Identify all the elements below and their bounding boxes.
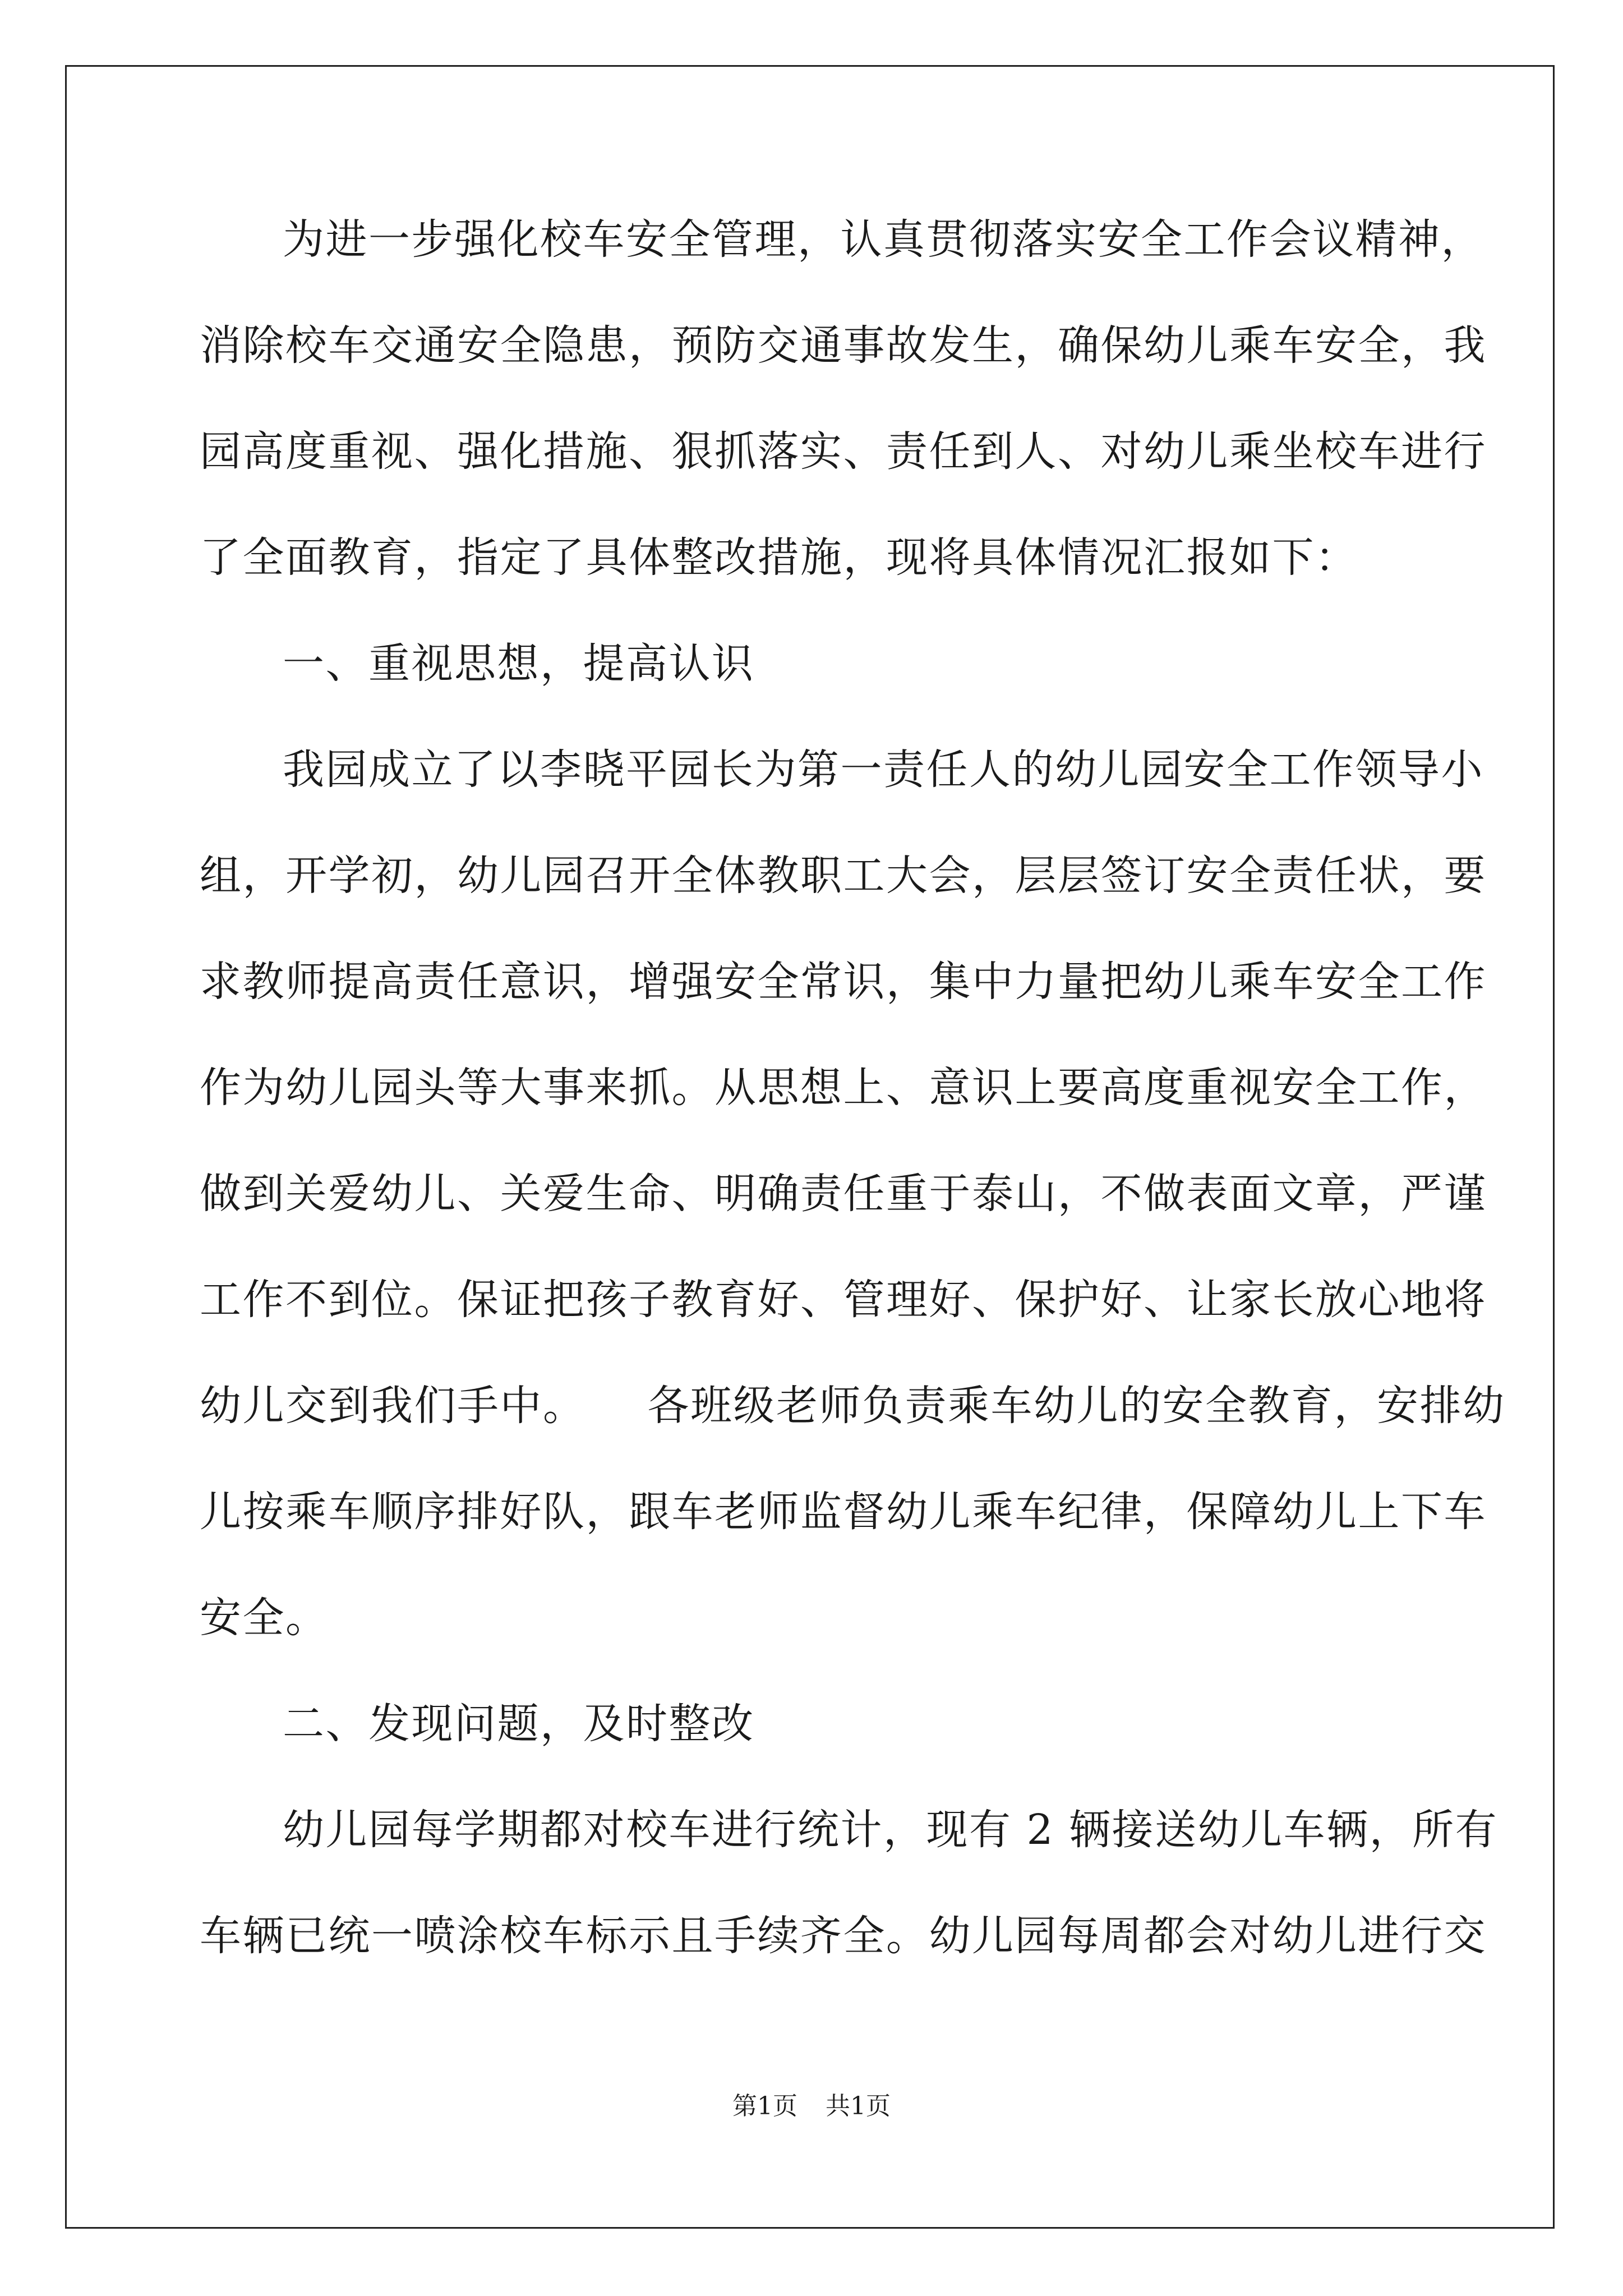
- section-heading: 二、发现问题，及时整改: [283, 1700, 755, 1748]
- paragraph-line: 求教师提高责任意识，增强安全常识，集中力量把幼儿乘车安全工作: [200, 958, 1487, 1006]
- paragraph-line-continued: 各班级老师负责乘车幼儿的安全教育，安排幼: [647, 1382, 1506, 1430]
- paragraph-line: [200, 1353, 1506, 1459]
- paragraph-line: 了全面教育，指定了具体整改措施，现将具体情况汇报如下：: [200, 533, 1358, 582]
- paragraph-line: 园高度重视、强化措施、狠抓落实、责任到人、对幼儿乘坐校车进行: [200, 427, 1487, 476]
- paragraph-line: 为进一步强化校车安全管理，认真贯彻落实安全工作会议精神，: [283, 215, 1484, 264]
- paragraph-line: 组，开学初，幼儿园召开全体教职工大会，层层签订安全责任状，要: [200, 852, 1487, 900]
- paragraph-line: 车辆已统一喷涂校车标示且手续齐全。幼儿园每周都会对幼儿进行交: [200, 1912, 1487, 1960]
- paragraph-line: 幼儿园每学期都对校车进行统计，现有 2 辆接送幼儿车辆，所有: [283, 1806, 1498, 1854]
- paragraph-line: 工作不到位。保证把孩子教育好、管理好、保护好、让家长放心地将: [200, 1276, 1487, 1324]
- page-number: 第1页: [732, 2092, 797, 2120]
- paragraph-line: 做到关爱幼儿、关爱生命、明确责任重于泰山，不做表面文章，严谨: [200, 1170, 1487, 1218]
- section-heading: 一、重视思想，提高认识: [283, 639, 755, 688]
- page-total: 共1页: [826, 2092, 891, 2120]
- paragraph-line: 安全。: [200, 1594, 329, 1642]
- paragraph-line-start: 幼儿交到我们手中。: [200, 1382, 586, 1430]
- paragraph-line: 作为幼儿园头等大事来抓。从思想上、意识上要高度重视安全工作，: [200, 1064, 1487, 1112]
- paragraph-line: 消除校车交通安全隐患，预防交通事故发生，确保幼儿乘车安全，我: [200, 321, 1487, 370]
- paragraph-line: 儿按乘车顺序排好队，跟车老师监督幼儿乘车纪律，保障幼儿上下车: [200, 1488, 1487, 1536]
- page-footer: [0, 2090, 1623, 2123]
- paragraph-line: 我园成立了以李晓平园长为第一责任人的幼儿园安全工作领导小: [283, 746, 1484, 794]
- document-body: [200, 187, 1506, 1989]
